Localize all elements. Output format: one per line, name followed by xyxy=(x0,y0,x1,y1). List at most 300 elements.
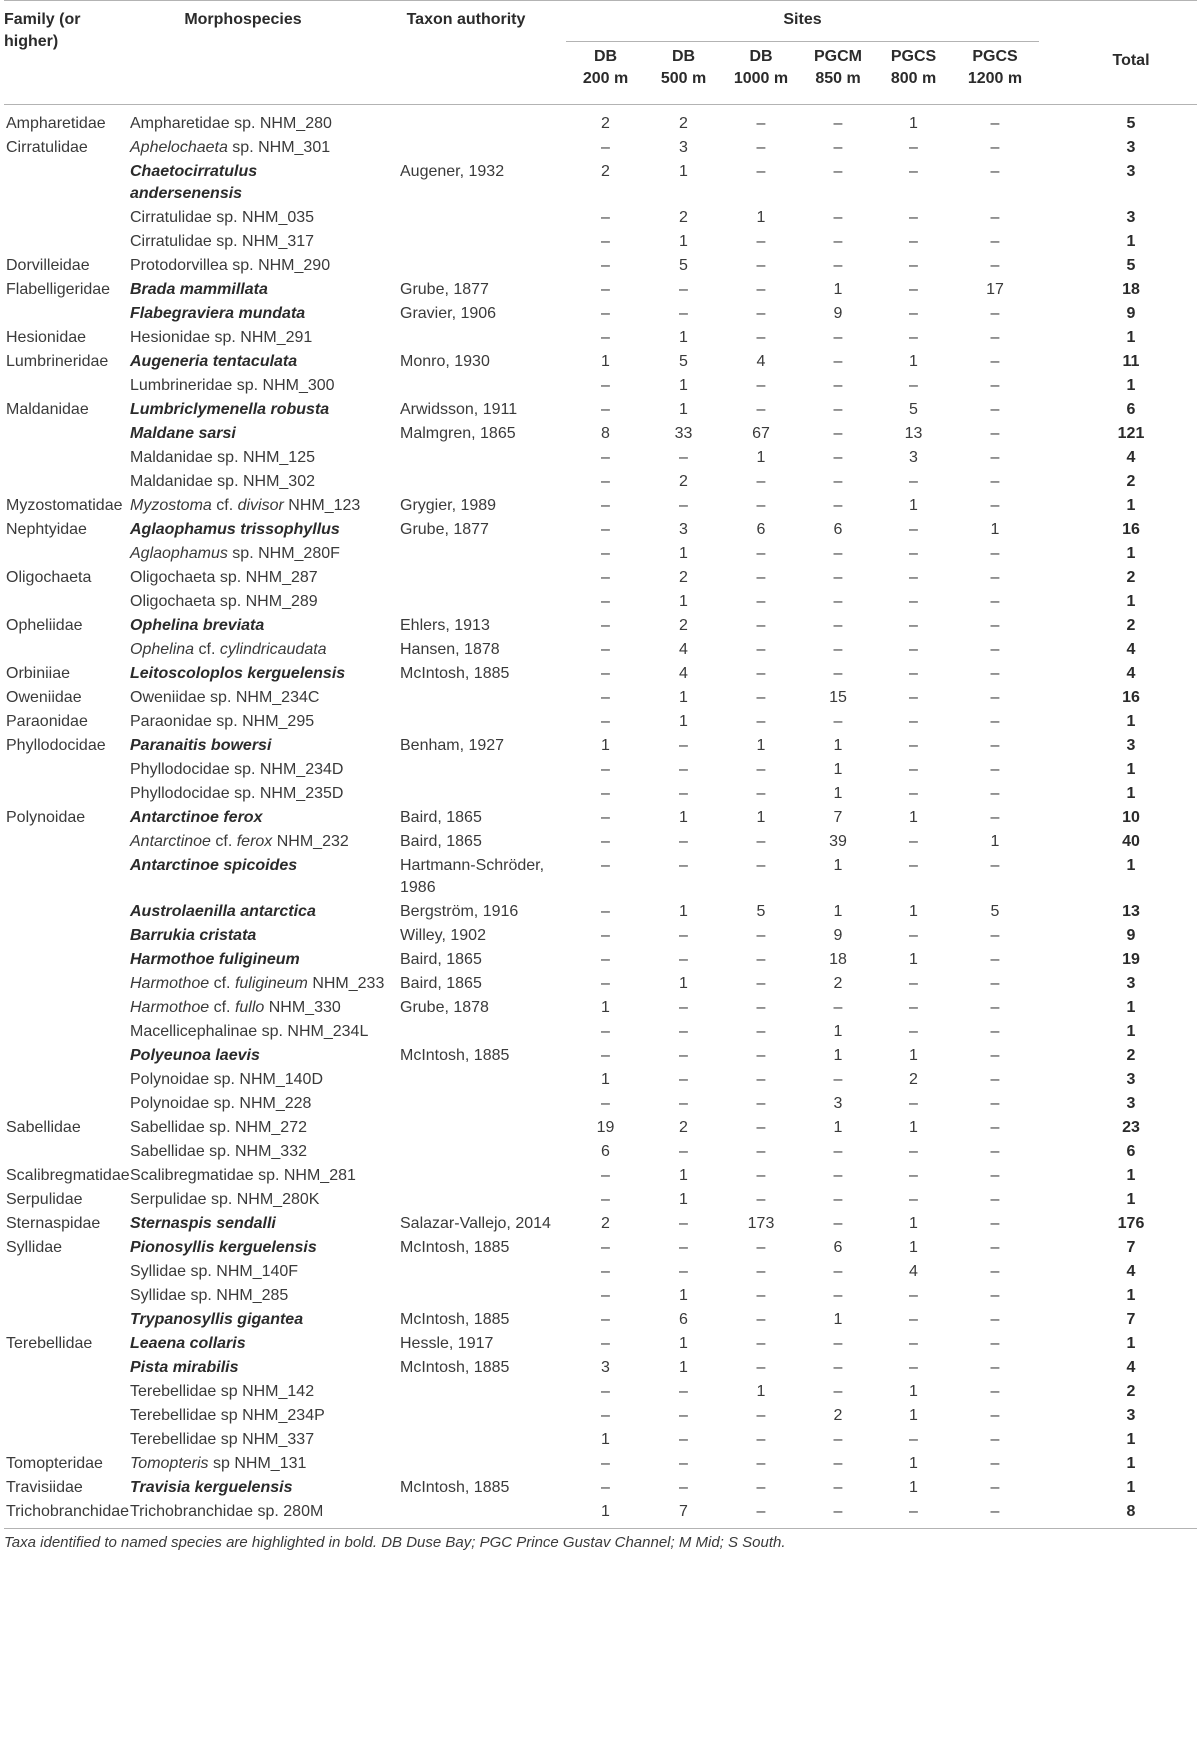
site-value-cell: – xyxy=(756,785,766,802)
site-value-cell: – xyxy=(833,233,843,250)
total-cell: 10 xyxy=(1122,809,1140,826)
family-cell: Orbiniiae xyxy=(6,665,71,682)
total-cell: 3 xyxy=(1126,1407,1136,1424)
table-row xyxy=(4,614,1197,638)
morphospecies-cell xyxy=(130,566,396,590)
morphospecies-cell xyxy=(130,806,396,830)
morphospecies-cell xyxy=(130,710,396,734)
morphospecies-cell xyxy=(130,1476,396,1500)
site-value-cell: 1 xyxy=(679,233,688,250)
family-cell: Maldanidae xyxy=(6,401,89,418)
header-site-line1: PGCM xyxy=(814,48,862,65)
header-site-line2: 800 m xyxy=(890,70,937,87)
total-cell: 1 xyxy=(1126,857,1136,874)
site-value-cell: – xyxy=(679,833,688,850)
site-value-cell: – xyxy=(601,1191,610,1208)
site-value-cell: 1 xyxy=(679,401,688,418)
table-row xyxy=(4,542,1197,566)
total-cell: 16 xyxy=(1122,689,1140,706)
header-site-line2: 200 m xyxy=(582,70,629,87)
morphospecies-cell xyxy=(130,662,396,686)
morphospecies-text: Aphelochaeta xyxy=(130,139,228,156)
site-value-cell: – xyxy=(833,1503,843,1520)
morphospecies-cell xyxy=(130,1044,396,1068)
morphospecies-cell xyxy=(130,136,396,160)
table-row xyxy=(4,1116,1197,1140)
morphospecies-cell xyxy=(130,1404,396,1428)
family-cell: Hesionidae xyxy=(6,329,87,346)
total-cell: 18 xyxy=(1122,281,1140,298)
family-cell: Tomopteridae xyxy=(6,1455,103,1472)
site-value-cell: – xyxy=(601,713,610,730)
site-value-cell: – xyxy=(990,1071,1000,1088)
total-cell: 2 xyxy=(1126,569,1136,586)
site-value-cell: – xyxy=(833,1167,843,1184)
site-value-cell: – xyxy=(990,857,1000,874)
site-value-cell: – xyxy=(756,281,766,298)
site-value-cell: – xyxy=(990,473,1000,490)
site-value-cell: 19 xyxy=(596,1119,615,1136)
morphospecies-text: Aglaophamus trissophyllus xyxy=(130,521,340,538)
family-cell: Ampharetidae xyxy=(6,115,106,132)
morphospecies-cell xyxy=(130,278,396,302)
morphospecies-cell xyxy=(130,1140,396,1164)
site-value-cell: – xyxy=(990,139,1000,156)
site-value-cell: – xyxy=(909,857,918,874)
total-cell: 1 xyxy=(1126,1455,1136,1472)
morphospecies-cell xyxy=(130,924,396,948)
total-cell: 1 xyxy=(1126,761,1136,778)
morphospecies-text: Syllidae sp. NHM_285 xyxy=(130,1287,289,1304)
authority-cell: Ehlers, 1913 xyxy=(400,617,490,634)
site-value-cell: – xyxy=(756,569,766,586)
morphospecies-text: Sabellidae sp. NHM_332 xyxy=(130,1143,307,1160)
site-value-cell: 2 xyxy=(679,115,688,132)
authority-cell xyxy=(396,1500,566,1524)
morphospecies-text: Terebellidae sp NHM_142 xyxy=(130,1383,315,1400)
site-value-cell: – xyxy=(756,713,766,730)
authority-cell xyxy=(396,1092,566,1116)
site-value-cell: 5 xyxy=(756,903,766,920)
authority-cell xyxy=(396,686,566,710)
family-cell xyxy=(4,830,130,854)
total-cell: 2 xyxy=(1126,617,1136,634)
authority-cell: McIntosh, 1885 xyxy=(400,1047,510,1064)
site-value-cell: – xyxy=(756,545,766,562)
site-value-cell: 1 xyxy=(679,545,688,562)
site-value-cell: – xyxy=(679,1383,688,1400)
morphospecies-text: Aglaophamus xyxy=(130,545,228,562)
morphospecies-cell xyxy=(130,1428,396,1452)
site-value-cell: – xyxy=(679,305,688,322)
total-cell: 1 xyxy=(1126,785,1136,802)
site-value-cell: – xyxy=(990,665,1000,682)
total-cell: 3 xyxy=(1126,975,1136,992)
authority-cell: McIntosh, 1885 xyxy=(400,1359,510,1376)
site-value-cell: – xyxy=(990,353,1000,370)
family-cell xyxy=(4,1404,130,1428)
authority-cell xyxy=(396,590,566,614)
family-cell xyxy=(4,1380,130,1404)
site-value-cell: – xyxy=(833,1215,843,1232)
morphospecies-text: Cirratulidae sp. NHM_317 xyxy=(130,233,315,250)
site-value-cell: – xyxy=(601,1407,610,1424)
morphospecies-cell xyxy=(130,1116,396,1140)
morphospecies-cell xyxy=(130,1236,396,1260)
morphospecies-text: Harmothoe fuligineum xyxy=(130,951,300,968)
site-value-cell: 1 xyxy=(679,377,688,394)
site-value-cell: – xyxy=(601,521,610,538)
site-value-cell: – xyxy=(909,975,918,992)
total-cell: 4 xyxy=(1126,449,1136,466)
total-cell: 1 xyxy=(1126,999,1136,1016)
site-value-cell: – xyxy=(756,329,766,346)
site-value-cell: 6 xyxy=(601,1143,610,1160)
header-family xyxy=(4,1,130,105)
table-row xyxy=(4,1140,1197,1164)
table-row xyxy=(4,948,1197,972)
site-value-cell: 3 xyxy=(909,449,918,466)
header-site-line1: DB xyxy=(749,48,773,65)
site-value-cell: – xyxy=(601,233,610,250)
site-value-cell: – xyxy=(601,1095,610,1112)
morphospecies-text: Barrukia cristata xyxy=(130,927,257,944)
morphospecies-text: Oweniidae sp. NHM_234C xyxy=(130,689,320,706)
total-cell: 3 xyxy=(1126,1071,1136,1088)
site-value-cell: – xyxy=(833,449,843,466)
site-value-cell: – xyxy=(679,999,688,1016)
site-value-cell: – xyxy=(679,785,688,802)
site-value-cell: – xyxy=(756,233,766,250)
site-value-cell: 3 xyxy=(833,1095,843,1112)
site-value-cell: – xyxy=(601,1311,610,1328)
morphospecies-cell xyxy=(130,830,396,854)
site-value-cell: – xyxy=(909,999,918,1016)
site-value-cell: – xyxy=(756,593,766,610)
table-row xyxy=(4,350,1197,374)
total-cell: 5 xyxy=(1126,115,1136,132)
total-cell: 40 xyxy=(1122,833,1140,850)
site-value-cell: – xyxy=(833,1455,843,1472)
authority-cell xyxy=(396,1284,566,1308)
morphospecies-text: Augeneria tentaculata xyxy=(130,353,298,370)
family-cell xyxy=(4,972,130,996)
site-value-cell: 1 xyxy=(833,1047,843,1064)
site-value-cell: – xyxy=(833,1143,843,1160)
site-value-cell: – xyxy=(909,665,918,682)
table-row xyxy=(4,278,1197,302)
morphospecies-cell xyxy=(130,972,396,996)
site-value-cell: – xyxy=(909,233,918,250)
site-value-cell: – xyxy=(756,833,766,850)
site-value-cell: 2 xyxy=(601,115,610,132)
site-value-cell: – xyxy=(833,1263,843,1280)
total-cell: 1 xyxy=(1126,1167,1136,1184)
morphospecies-text: ferox xyxy=(236,833,273,850)
morphospecies-text: Antarctinoe xyxy=(130,833,211,850)
site-value-cell: – xyxy=(990,1503,1000,1520)
morphospecies-cell xyxy=(130,948,396,972)
site-value-cell: – xyxy=(756,617,766,634)
site-value-cell: – xyxy=(601,689,610,706)
site-value-cell: – xyxy=(601,139,610,156)
site-value-cell: 173 xyxy=(747,1215,775,1232)
site-value-cell: – xyxy=(990,1095,1000,1112)
morphospecies-text: Tomopteris xyxy=(130,1455,209,1472)
total-cell: 2 xyxy=(1126,1047,1136,1064)
site-value-cell: 1 xyxy=(833,1023,843,1040)
site-value-cell: – xyxy=(756,1023,766,1040)
morphospecies-text: NHM_233 xyxy=(307,975,385,992)
site-value-cell: – xyxy=(909,1335,918,1352)
table-row xyxy=(4,734,1197,758)
site-value-cell: 6 xyxy=(833,1239,843,1256)
family-cell xyxy=(4,1020,130,1044)
total-cell: 6 xyxy=(1126,1143,1136,1160)
site-value-cell: – xyxy=(601,1335,610,1352)
site-value-cell: – xyxy=(756,1431,766,1448)
site-value-cell: – xyxy=(909,545,918,562)
family-cell xyxy=(4,854,130,900)
authority-cell: McIntosh, 1885 xyxy=(400,665,510,682)
site-value-cell: – xyxy=(833,1335,843,1352)
authority-cell xyxy=(396,1116,566,1140)
site-value-cell: 15 xyxy=(829,689,847,706)
morphospecies-cell xyxy=(130,206,396,230)
site-value-cell: – xyxy=(833,257,843,274)
authority-cell: Benham, 1927 xyxy=(400,737,505,754)
site-value-cell: – xyxy=(679,1023,688,1040)
site-value-cell: – xyxy=(756,1071,766,1088)
morphospecies-cell xyxy=(130,374,396,398)
table-row xyxy=(4,1188,1197,1212)
site-value-cell: – xyxy=(756,927,766,944)
authority-cell xyxy=(396,1452,566,1476)
site-value-cell: 1 xyxy=(833,785,843,802)
site-value-cell: 2 xyxy=(833,1407,843,1424)
table-row xyxy=(4,900,1197,924)
morphospecies-text: Brada mammillata xyxy=(130,281,268,298)
morphospecies-text: Polynoidae sp. NHM_140D xyxy=(130,1071,323,1088)
site-value-cell: – xyxy=(679,449,688,466)
site-value-cell: 1 xyxy=(909,1479,918,1496)
site-value-cell: 1 xyxy=(679,329,688,346)
morphospecies-text: Pista mirabilis xyxy=(130,1359,239,1376)
morphospecies-text: Paraonidae sp. NHM_295 xyxy=(130,713,315,730)
authority-cell: Augener, 1932 xyxy=(400,163,505,180)
family-cell xyxy=(4,1284,130,1308)
site-value-cell: – xyxy=(990,329,1000,346)
site-value-cell: 2 xyxy=(679,209,688,226)
site-value-cell: – xyxy=(833,163,843,180)
authority-cell xyxy=(396,1068,566,1092)
header-site-line1: PGCS xyxy=(890,48,937,65)
site-value-cell: – xyxy=(601,497,610,514)
site-value-cell: – xyxy=(833,473,843,490)
family-cell xyxy=(4,782,130,806)
site-value-cell: – xyxy=(909,1167,918,1184)
table-row xyxy=(4,1476,1197,1500)
morphospecies-text: Ampharetidae sp. NHM_280 xyxy=(130,115,332,132)
site-value-cell: – xyxy=(756,1479,766,1496)
header-site-1 xyxy=(566,42,645,105)
morphospecies-text: Polyeunoa laevis xyxy=(130,1047,260,1064)
site-value-cell: – xyxy=(601,809,610,826)
site-value-cell: – xyxy=(601,401,610,418)
site-value-cell: – xyxy=(990,1239,1000,1256)
family-cell: Scalibregmatidae xyxy=(6,1167,130,1184)
site-value-cell: – xyxy=(756,1167,766,1184)
family-cell: Sabellidae xyxy=(6,1119,81,1136)
site-value-cell: – xyxy=(909,1311,918,1328)
authority-cell: Baird, 1865 xyxy=(400,951,482,968)
site-value-cell: – xyxy=(990,545,1000,562)
site-value-cell: – xyxy=(909,163,918,180)
total-cell: 1 xyxy=(1126,1335,1136,1352)
site-value-cell: – xyxy=(756,163,766,180)
morphospecies-text: Macellicephalinae sp. NHM_234L xyxy=(130,1023,369,1040)
site-value-cell: – xyxy=(990,641,1000,658)
morphospecies-cell xyxy=(130,160,396,206)
morphospecies-cell xyxy=(130,1452,396,1476)
total-cell: 1 xyxy=(1126,1191,1136,1208)
header-family-text: Family (or higher) xyxy=(4,11,81,50)
site-value-cell: 17 xyxy=(986,281,1004,298)
header-site-6 xyxy=(951,42,1039,105)
morphospecies-text: sp. NHM_280F xyxy=(227,545,340,562)
site-value-cell: – xyxy=(990,569,1000,586)
authority-cell xyxy=(396,206,566,230)
site-value-cell: – xyxy=(990,1407,1000,1424)
authority-cell: Grygier, 1989 xyxy=(400,497,497,514)
site-value-cell: – xyxy=(990,401,1000,418)
table-row xyxy=(4,1020,1197,1044)
site-value-cell: – xyxy=(601,569,610,586)
site-value-cell: 1 xyxy=(833,737,843,754)
site-value-cell: – xyxy=(756,1287,766,1304)
morphospecies-text: Terebellidae sp NHM_337 xyxy=(130,1431,315,1448)
family-cell: Oweniidae xyxy=(6,689,82,706)
site-value-cell: 1 xyxy=(909,809,918,826)
authority-cell: Malmgren, 1865 xyxy=(400,425,516,442)
site-value-cell: – xyxy=(990,449,1000,466)
site-value-cell: 33 xyxy=(674,425,693,442)
site-value-cell: 1 xyxy=(909,353,918,370)
site-value-cell: – xyxy=(990,425,1000,442)
site-value-cell: 1 xyxy=(679,593,688,610)
site-value-cell: – xyxy=(990,209,1000,226)
site-value-cell: – xyxy=(909,833,918,850)
site-value-cell: 7 xyxy=(679,1503,688,1520)
site-value-cell: – xyxy=(909,139,918,156)
morphospecies-text: Flabegraviera mundata xyxy=(130,305,306,322)
family-cell xyxy=(4,1092,130,1116)
site-value-cell: – xyxy=(756,665,766,682)
authority-cell xyxy=(396,105,566,137)
authority-cell xyxy=(396,254,566,278)
site-value-cell: – xyxy=(756,401,766,418)
site-value-cell: – xyxy=(990,1263,1000,1280)
morphospecies-text: cf. xyxy=(210,833,237,850)
table-row xyxy=(4,326,1197,350)
morphospecies-text: sp. NHM_301 xyxy=(227,139,331,156)
site-value-cell: 5 xyxy=(679,353,688,370)
site-value-cell: – xyxy=(679,1479,688,1496)
site-value-cell: – xyxy=(909,641,918,658)
authority-cell: Grube, 1877 xyxy=(400,521,489,538)
family-cell xyxy=(4,900,130,924)
total-cell: 1 xyxy=(1126,1431,1136,1448)
family-cell xyxy=(4,638,130,662)
morphospecies-text: Cirratulidae sp. NHM_035 xyxy=(130,209,315,226)
site-value-cell: – xyxy=(909,1287,918,1304)
site-value-cell: – xyxy=(909,305,918,322)
morphospecies-cell xyxy=(130,1308,396,1332)
morphospecies-cell xyxy=(130,470,396,494)
site-value-cell: 1 xyxy=(990,833,1000,850)
morphospecies-text: sp NHM_131 xyxy=(208,1455,307,1472)
total-cell: 13 xyxy=(1122,903,1140,920)
site-value-cell: – xyxy=(990,257,1000,274)
total-cell: 9 xyxy=(1126,927,1136,944)
site-value-cell: – xyxy=(990,713,1000,730)
authority-cell xyxy=(396,374,566,398)
total-cell: 9 xyxy=(1126,305,1136,322)
morphospecies-cell xyxy=(130,350,396,374)
site-value-cell: – xyxy=(833,497,843,514)
authority-cell: Grube, 1877 xyxy=(400,281,489,298)
authority-cell xyxy=(396,566,566,590)
morphospecies-cell xyxy=(130,996,396,1020)
table-row xyxy=(4,160,1197,206)
site-value-cell: – xyxy=(833,713,843,730)
site-value-cell: – xyxy=(756,1263,766,1280)
total-cell: 1 xyxy=(1126,233,1136,250)
site-value-cell: – xyxy=(601,833,610,850)
site-value-cell: 1 xyxy=(679,1191,688,1208)
site-value-cell: 1 xyxy=(756,809,766,826)
authority-cell: Baird, 1865 xyxy=(400,975,482,992)
site-value-cell: – xyxy=(601,377,610,394)
family-cell: Syllidae xyxy=(6,1239,63,1256)
site-value-cell: – xyxy=(756,999,766,1016)
site-value-cell: 1 xyxy=(756,1383,766,1400)
table-row xyxy=(4,686,1197,710)
site-value-cell: 1 xyxy=(601,1071,610,1088)
header-site-line2: 500 m xyxy=(660,70,707,87)
morphospecies-text: Leaena collaris xyxy=(130,1335,246,1352)
header-site-line2: 1000 m xyxy=(733,70,789,87)
site-value-cell: – xyxy=(679,761,688,778)
site-value-cell: 1 xyxy=(909,1383,918,1400)
table-row xyxy=(4,1404,1197,1428)
site-value-cell: – xyxy=(601,1239,610,1256)
site-value-cell: 18 xyxy=(829,951,847,968)
site-value-cell: – xyxy=(601,903,610,920)
site-value-cell: 1 xyxy=(909,903,918,920)
site-value-cell: – xyxy=(990,1047,1000,1064)
total-cell: 3 xyxy=(1126,209,1136,226)
morphospecies-text: Leitoscoloplos kerguelensis xyxy=(130,665,346,682)
site-value-cell: – xyxy=(756,1407,766,1424)
site-value-cell: – xyxy=(756,689,766,706)
table-row xyxy=(4,662,1197,686)
morphospecies-text: Oligochaeta sp. NHM_287 xyxy=(130,569,318,586)
site-value-cell: – xyxy=(833,665,843,682)
header-site-3 xyxy=(722,42,800,105)
authority-cell: Baird, 1865 xyxy=(400,833,482,850)
total-cell: 5 xyxy=(1126,257,1136,274)
